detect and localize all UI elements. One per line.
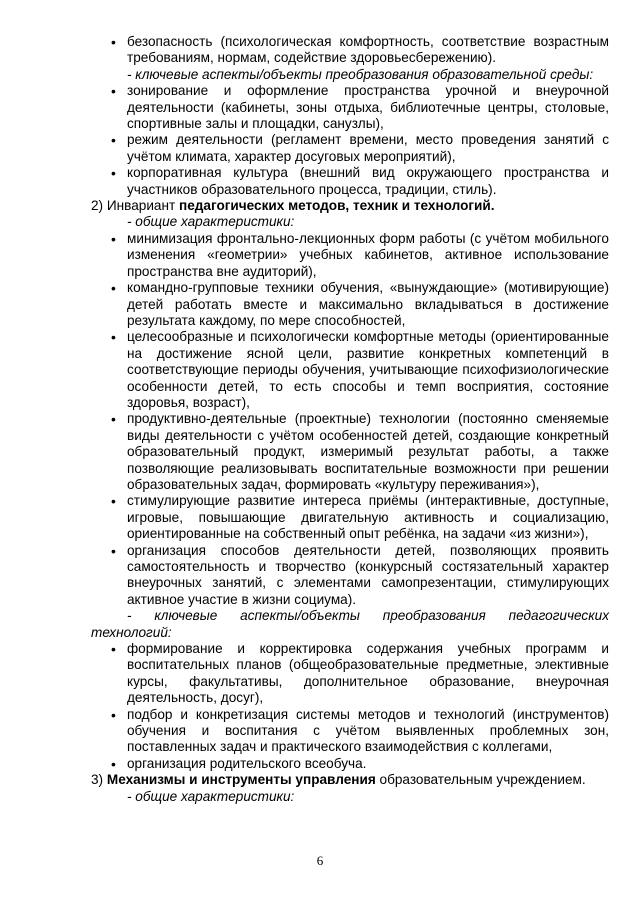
section-heading-2: 2) Инвариант педагогических методов, техник и технологий.	[91, 198, 495, 214]
list-item: • формирование и корректировка содержания учебных программ и воспитательных планов (общеобразовательные предметные, элективные курсы, факультативы, дополнительное образование, внеурочная деятельность, досуг),	[111, 641, 609, 706]
bullet-icon: •	[111, 280, 116, 297]
list-item: • организация родительского всеобуча.	[111, 755, 367, 772]
list-item: • командно-групповые техники обучения, «вынуждающие» (мотивирующие) детей работать вместе и максимально вкладываться в достижение результата каждому, по мере способностей,	[111, 280, 609, 328]
list-item: • стимулирующие развитие интереса приёмы (интерактивные, доступные, игровые, повышающие двигательную активность и социализацию, ориентированные на собственный опыт ребёнка, на задачи «из жизни»),	[111, 493, 609, 542]
bullet-icon: •	[111, 493, 116, 510]
list-item: • режим деятельности (регламент времени, место проведения занятий с учётом климата, характер досуговых мероприятий),	[111, 132, 609, 164]
bullet-icon: •	[111, 34, 116, 50]
bullet-icon: •	[111, 755, 116, 772]
list-item: • зонирование и оформление пространства урочной и внеурочной деятельности (кабинеты, зоны отдыха, библиотечные центры, столовые, спортивные залы и площадки, санузлы),	[111, 83, 609, 132]
tech-aspects-list	[91, 641, 609, 772]
section-heading-3: 3) Механизмы и инструменты управления образовательным учреждением.	[91, 772, 586, 788]
env-aspects-list	[91, 83, 609, 198]
list-item: • безопасность (психологическая комфортность, соответствие возрастным требованиям, нормам, содействие здоровьесбережению).	[111, 34, 609, 66]
bullet-icon: •	[111, 329, 116, 346]
methods-list	[91, 231, 609, 608]
bullet-icon: •	[111, 83, 116, 100]
page-number: 6	[316, 853, 324, 868]
list-item: • целесообразные и психологически комфортные методы (ориентированные на достижение ясной цели, развитие конкретных компетенций в соответствующие периоды обучения, учитывающие психофизиологические особенности детей, то есть способы и темп восприятия, состояние здоровья, возраст),	[111, 329, 609, 410]
subheading-tech-aspects: - ключевые аспекты/объекты преобразования педагогических технологий:	[91, 608, 609, 640]
bullet-icon: •	[111, 132, 116, 149]
bullet-icon: •	[111, 230, 116, 247]
bullet-icon: •	[111, 641, 116, 658]
bullet-icon: •	[111, 165, 116, 182]
list-item: • корпоративная культура (внешний вид окружающего пространства и участников образовательного процесса, традиции, стиль).	[111, 165, 609, 197]
bullet-icon: •	[111, 542, 116, 559]
list-item: • организация способов деятельности детей, позволяющих проявить самостоятельность и творчество (конкурсный состязательный характер внеурочных занятий, с элементами самопрезентации, стимулирующих активное участие в жизни социума).	[111, 542, 609, 607]
list-item: • подбор и конкретизация системы методов и технологий (инструментов) обучения и воспитания с учётом выявленных проблемных зон, поставленных задач и практического взаимодействия с коллегами,	[111, 706, 609, 755]
safety-list	[91, 34, 609, 67]
bullet-icon: •	[111, 706, 116, 723]
list-item: • продуктивно-деятельные (проектные) технологии (постоянно сменяемые виды деятельности с учётом особенностей детей, создающие конкретный образовательный продукт, измеримый результат работы, а также позволяющие реализовывать воспитательные возможности при решении образовательных задач, формировать «культуру переживания»),	[111, 411, 609, 492]
document-page	[91, 34, 609, 805]
bullet-icon: •	[111, 411, 116, 428]
subheading-general-characteristics: - общие характеристики:	[127, 788, 295, 804]
subheading-env-aspects: - ключевые аспекты/объекты преобразования образовательной среды:	[127, 66, 594, 82]
list-item: • минимизация фронтально-лекционных форм работы (с учётом мобильного изменения «геометрии» учебных кабинетов, активное использование пространства вне аудиторий),	[111, 230, 609, 279]
subheading-general-characteristics: - общие характеристики:	[127, 214, 295, 230]
